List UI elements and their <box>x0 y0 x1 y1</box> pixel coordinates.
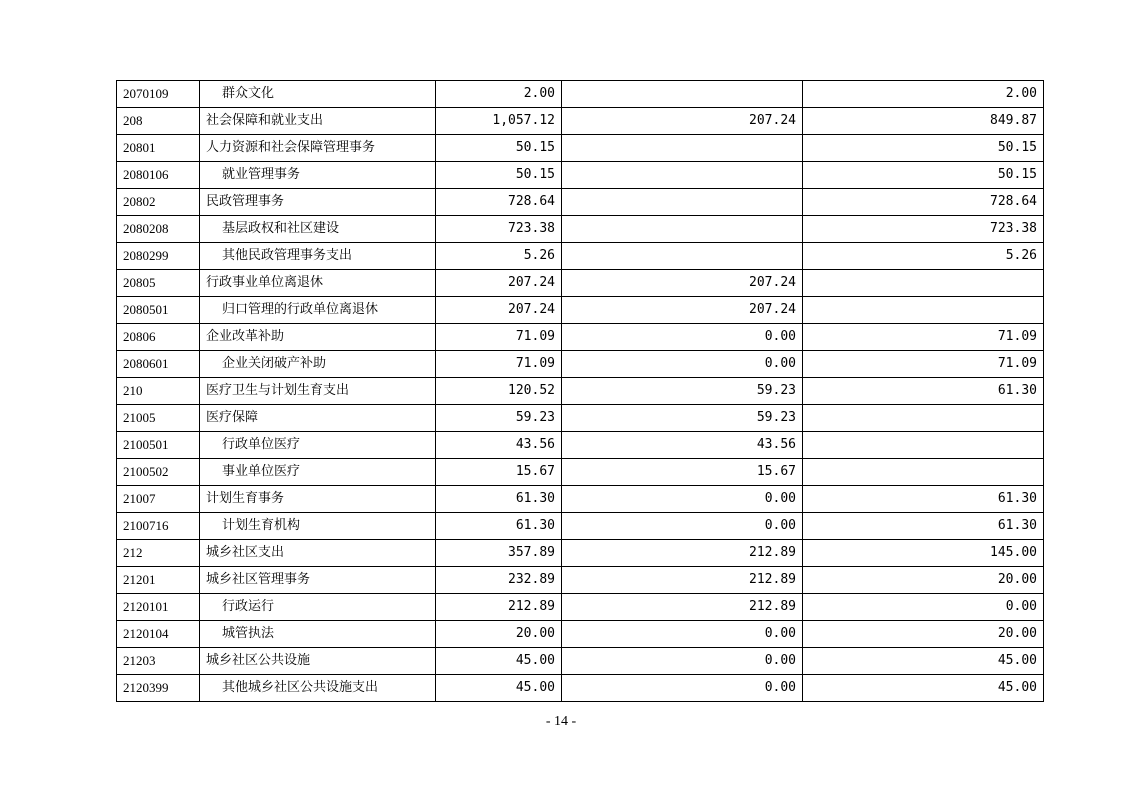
total-amount-cell: 61.30 <box>436 513 562 540</box>
table-body <box>117 81 1044 702</box>
subject-name-cell: 城乡社区支出 <box>200 540 436 567</box>
subject-code-cell: 2080106 <box>117 162 200 189</box>
subject-name-cell: 归口管理的行政单位离退休 <box>200 297 436 324</box>
project-expenditure-cell: 71.09 <box>803 324 1044 351</box>
subject-code-cell: 2100716 <box>117 513 200 540</box>
subject-name-cell: 企业关闭破产补助 <box>200 351 436 378</box>
table-row <box>117 135 1044 162</box>
basic-expenditure-cell: 212.89 <box>562 567 803 594</box>
subject-name-cell: 人力资源和社会保障管理事务 <box>200 135 436 162</box>
basic-expenditure-cell: 207.24 <box>562 270 803 297</box>
subject-code-cell: 21203 <box>117 648 200 675</box>
total-amount-cell: 207.24 <box>436 297 562 324</box>
subject-code-cell: 2080601 <box>117 351 200 378</box>
project-expenditure-cell: 0.00 <box>803 594 1044 621</box>
subject-name-cell: 其他民政管理事务支出 <box>200 243 436 270</box>
table-row <box>117 108 1044 135</box>
table-row <box>117 378 1044 405</box>
total-amount-cell: 212.89 <box>436 594 562 621</box>
subject-code-cell: 210 <box>117 378 200 405</box>
subject-code-cell: 2120399 <box>117 675 200 702</box>
total-amount-cell: 43.56 <box>436 432 562 459</box>
total-amount-cell: 45.00 <box>436 675 562 702</box>
total-amount-cell: 20.00 <box>436 621 562 648</box>
basic-expenditure-cell: 15.67 <box>562 459 803 486</box>
basic-expenditure-cell <box>562 162 803 189</box>
project-expenditure-cell: 145.00 <box>803 540 1044 567</box>
basic-expenditure-cell: 59.23 <box>562 378 803 405</box>
project-expenditure-cell: 61.30 <box>803 513 1044 540</box>
total-amount-cell: 50.15 <box>436 135 562 162</box>
total-amount-cell: 15.67 <box>436 459 562 486</box>
subject-code-cell: 21005 <box>117 405 200 432</box>
subject-name-cell: 社会保障和就业支出 <box>200 108 436 135</box>
basic-expenditure-cell: 0.00 <box>562 351 803 378</box>
subject-code-cell: 2080501 <box>117 297 200 324</box>
table-row <box>117 297 1044 324</box>
total-amount-cell: 728.64 <box>436 189 562 216</box>
total-amount-cell: 50.15 <box>436 162 562 189</box>
project-expenditure-cell: 61.30 <box>803 378 1044 405</box>
project-expenditure-cell: 20.00 <box>803 621 1044 648</box>
basic-expenditure-cell: 0.00 <box>562 675 803 702</box>
project-expenditure-cell: 728.64 <box>803 189 1044 216</box>
subject-name-cell: 基层政权和社区建设 <box>200 216 436 243</box>
table-row <box>117 216 1044 243</box>
subject-code-cell: 2120101 <box>117 594 200 621</box>
project-expenditure-cell: 20.00 <box>803 567 1044 594</box>
subject-code-cell: 2100502 <box>117 459 200 486</box>
basic-expenditure-cell: 0.00 <box>562 324 803 351</box>
subject-code-cell: 21007 <box>117 486 200 513</box>
table-row <box>117 513 1044 540</box>
total-amount-cell: 45.00 <box>436 648 562 675</box>
project-expenditure-cell: 723.38 <box>803 216 1044 243</box>
project-expenditure-cell <box>803 405 1044 432</box>
subject-name-cell: 群众文化 <box>200 81 436 108</box>
table-row <box>117 243 1044 270</box>
subject-code-cell: 20801 <box>117 135 200 162</box>
subject-code-cell: 21201 <box>117 567 200 594</box>
table-row <box>117 270 1044 297</box>
table-row <box>117 675 1044 702</box>
basic-expenditure-cell: 212.89 <box>562 540 803 567</box>
subject-name-cell: 其他城乡社区公共设施支出 <box>200 675 436 702</box>
basic-expenditure-cell <box>562 216 803 243</box>
basic-expenditure-cell: 43.56 <box>562 432 803 459</box>
basic-expenditure-cell: 0.00 <box>562 621 803 648</box>
table-row <box>117 162 1044 189</box>
subject-code-cell: 20802 <box>117 189 200 216</box>
basic-expenditure-cell: 0.00 <box>562 486 803 513</box>
basic-expenditure-cell <box>562 135 803 162</box>
total-amount-cell: 71.09 <box>436 324 562 351</box>
table-row <box>117 459 1044 486</box>
total-amount-cell: 61.30 <box>436 486 562 513</box>
basic-expenditure-cell: 207.24 <box>562 108 803 135</box>
project-expenditure-cell: 5.26 <box>803 243 1044 270</box>
project-expenditure-cell: 61.30 <box>803 486 1044 513</box>
project-expenditure-cell: 50.15 <box>803 135 1044 162</box>
subject-code-cell: 20805 <box>117 270 200 297</box>
total-amount-cell: 5.26 <box>436 243 562 270</box>
subject-name-cell: 医疗卫生与计划生育支出 <box>200 378 436 405</box>
subject-name-cell: 事业单位医疗 <box>200 459 436 486</box>
basic-expenditure-cell <box>562 243 803 270</box>
subject-name-cell: 城管执法 <box>200 621 436 648</box>
table-row <box>117 594 1044 621</box>
page-number: - 14 - <box>545 714 577 729</box>
total-amount-cell: 723.38 <box>436 216 562 243</box>
subject-name-cell: 城乡社区管理事务 <box>200 567 436 594</box>
total-amount-cell: 71.09 <box>436 351 562 378</box>
basic-expenditure-cell: 207.24 <box>562 297 803 324</box>
subject-code-cell: 20806 <box>117 324 200 351</box>
table-row <box>117 324 1044 351</box>
subject-name-cell: 计划生育事务 <box>200 486 436 513</box>
table-row <box>117 432 1044 459</box>
subject-name-cell: 企业改革补助 <box>200 324 436 351</box>
basic-expenditure-cell <box>562 189 803 216</box>
basic-expenditure-cell: 0.00 <box>562 513 803 540</box>
subject-name-cell: 医疗保障 <box>200 405 436 432</box>
subject-name-cell: 民政管理事务 <box>200 189 436 216</box>
subject-name-cell: 计划生育机构 <box>200 513 436 540</box>
basic-expenditure-cell: 0.00 <box>562 648 803 675</box>
table-row <box>117 648 1044 675</box>
table-row <box>117 81 1044 108</box>
table-row <box>117 621 1044 648</box>
subject-code-cell: 208 <box>117 108 200 135</box>
total-amount-cell: 120.52 <box>436 378 562 405</box>
subject-code-cell: 2070109 <box>117 81 200 108</box>
subject-name-cell: 就业管理事务 <box>200 162 436 189</box>
table-row <box>117 351 1044 378</box>
table-row <box>117 540 1044 567</box>
total-amount-cell: 1,057.12 <box>436 108 562 135</box>
project-expenditure-cell <box>803 297 1044 324</box>
subject-code-cell: 2100501 <box>117 432 200 459</box>
project-expenditure-cell: 849.87 <box>803 108 1044 135</box>
subject-name-cell: 城乡社区公共设施 <box>200 648 436 675</box>
expenditure-table <box>116 80 1044 702</box>
table-row <box>117 405 1044 432</box>
basic-expenditure-cell: 212.89 <box>562 594 803 621</box>
subject-name-cell: 行政运行 <box>200 594 436 621</box>
table-row <box>117 567 1044 594</box>
subject-code-cell: 2120104 <box>117 621 200 648</box>
table-row <box>117 189 1044 216</box>
total-amount-cell: 207.24 <box>436 270 562 297</box>
subject-code-cell: 2080208 <box>117 216 200 243</box>
basic-expenditure-cell <box>562 81 803 108</box>
project-expenditure-cell <box>803 432 1044 459</box>
table-row <box>117 486 1044 513</box>
subject-code-cell: 212 <box>117 540 200 567</box>
subject-code-cell: 2080299 <box>117 243 200 270</box>
project-expenditure-cell <box>803 270 1044 297</box>
project-expenditure-cell: 2.00 <box>803 81 1044 108</box>
total-amount-cell: 357.89 <box>436 540 562 567</box>
subject-name-cell: 行政单位医疗 <box>200 432 436 459</box>
total-amount-cell: 232.89 <box>436 567 562 594</box>
project-expenditure-cell: 71.09 <box>803 351 1044 378</box>
project-expenditure-cell: 50.15 <box>803 162 1044 189</box>
subject-name-cell: 行政事业单位离退休 <box>200 270 436 297</box>
basic-expenditure-cell: 59.23 <box>562 405 803 432</box>
project-expenditure-cell <box>803 459 1044 486</box>
total-amount-cell: 2.00 <box>436 81 562 108</box>
project-expenditure-cell: 45.00 <box>803 675 1044 702</box>
project-expenditure-cell: 45.00 <box>803 648 1044 675</box>
total-amount-cell: 59.23 <box>436 405 562 432</box>
